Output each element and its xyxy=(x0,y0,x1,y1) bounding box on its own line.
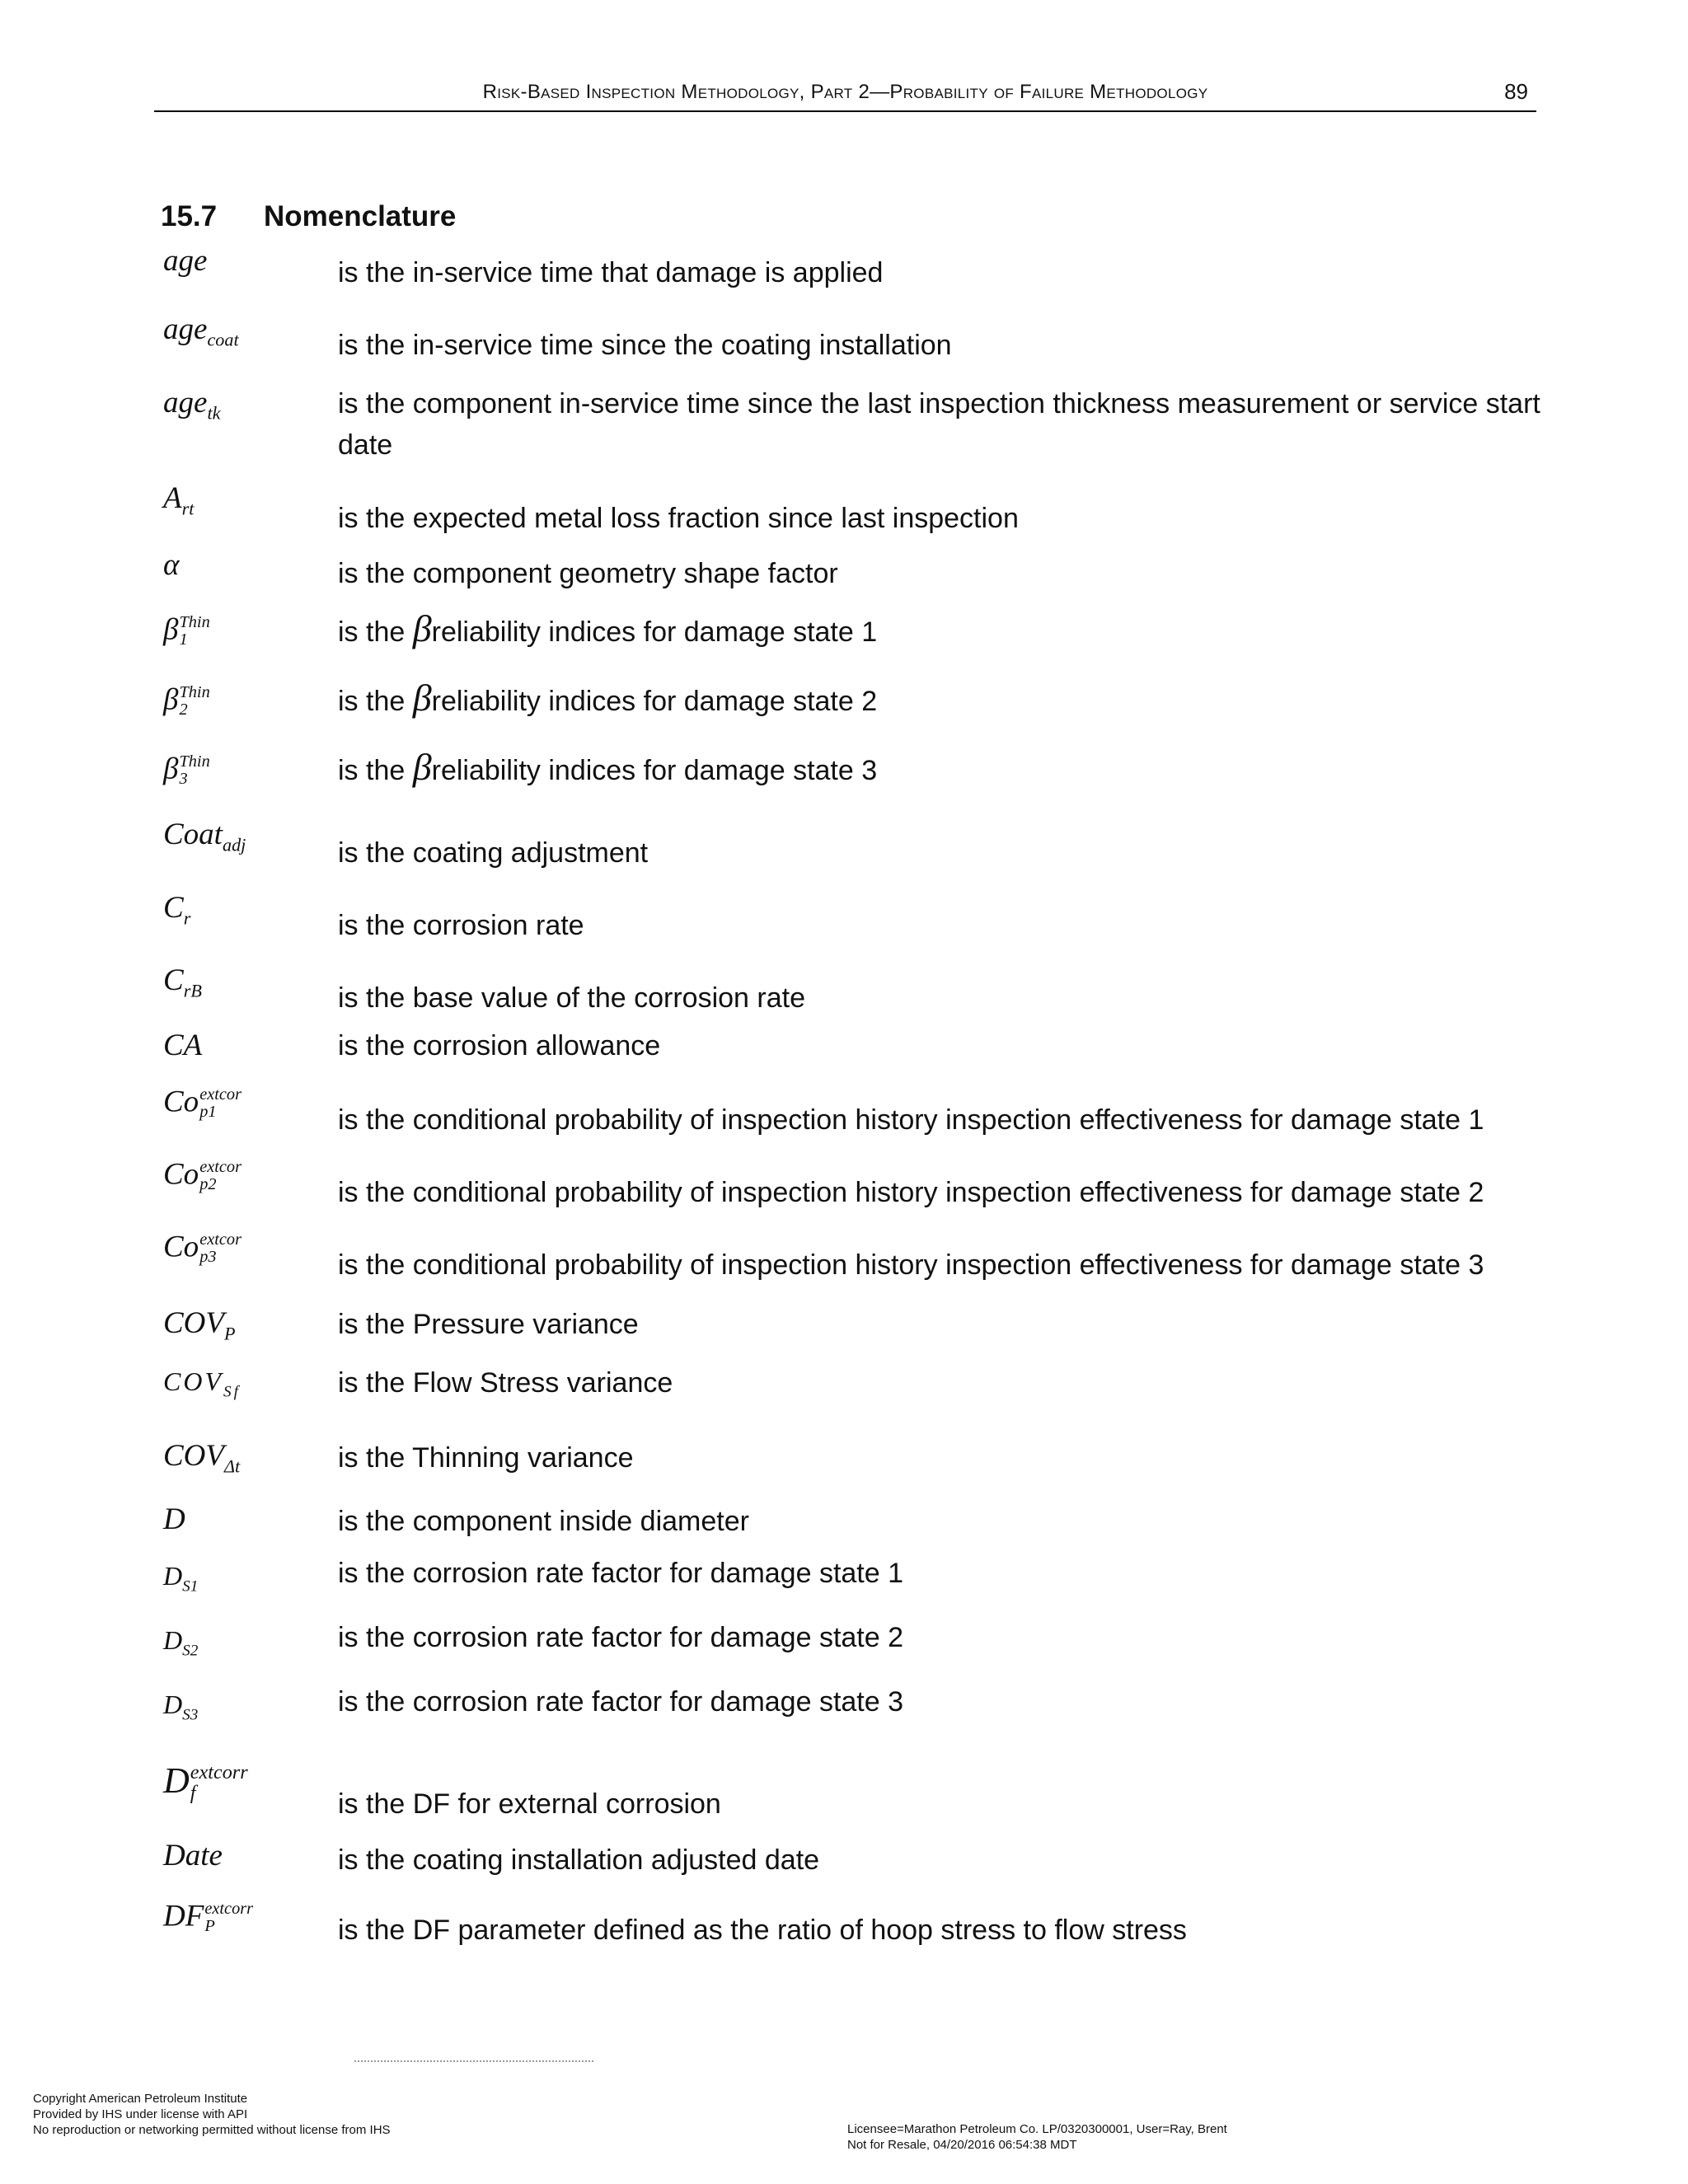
page-header xyxy=(154,77,1536,112)
footer-license xyxy=(847,2121,1227,2153)
footer-line: Provided by IHS under license with API xyxy=(33,2107,248,2121)
entry-description: is the Thinning variance xyxy=(338,1442,634,1474)
entry-description: is the DF for external corrosion xyxy=(338,1788,721,1820)
entry-symbol: $COV_{\Delta t}$ xyxy=(163,1439,241,1477)
entry-symbol: $D_{S1}$ xyxy=(163,1561,199,1596)
entry-description: is the corrosion allowance xyxy=(338,1030,661,1062)
entry-symbol: $A_{rt}$ xyxy=(163,481,195,519)
entry-description: is the in-service time that damage is applied xyxy=(338,257,884,288)
entry-description: is the corrosion rate factor for damage state 2 xyxy=(338,1622,904,1653)
footer-line: No reproduction or networking permitted without license from IHS xyxy=(33,2123,391,2137)
entry-symbol: $D_{S2}$ xyxy=(163,1625,199,1660)
entry-symbol: DF extcorr P xyxy=(163,1899,254,1936)
entry-symbol: $COV_P$ xyxy=(163,1306,236,1344)
footer-dotted-rule xyxy=(354,2060,593,2064)
entry-symbol: β Thin 3 xyxy=(163,752,210,789)
section-number: 15.7 xyxy=(161,200,218,232)
entry-symbol: age$_{tk}$ xyxy=(163,386,221,424)
entry-description: is the base value of the corrosion rate xyxy=(338,982,805,1014)
entry-description: is the component inside diameter xyxy=(338,1506,749,1537)
entry-symbol: $D_{S3}$ xyxy=(163,1690,199,1724)
entry-symbol: β Thin 1 xyxy=(163,612,210,649)
entry-description: is the conditional probability of inspection history inspection effectiveness for damage state 2 xyxy=(338,1177,1484,1208)
entry-symbol: D extcorr f xyxy=(163,1760,248,1805)
running-title: Risk-Based Inspection Methodology, Part 2—Probability of Failure Methodology xyxy=(482,81,1208,103)
entry-description: is the DF parameter defined as the ratio of hoop stress to flow stress xyxy=(338,1915,1187,1946)
entry-symbol: D xyxy=(163,1502,185,1536)
entry-symbol: Co extcor p2 xyxy=(163,1157,242,1194)
entry-symbol: Coat$_{adj}$ xyxy=(163,818,246,855)
entry-symbol: Co extcor p3 xyxy=(163,1230,242,1267)
entry-description: is the Flow Stress variance xyxy=(338,1367,673,1399)
entry-description: is the expected metal loss fraction since last inspection xyxy=(338,503,1019,534)
entry-symbol: α xyxy=(163,548,180,582)
entry-description: is the βreliability indices for damage state 2 xyxy=(338,677,878,719)
footer-copyright xyxy=(33,2091,391,2138)
footer-line: Copyright American Petroleum Institute xyxy=(33,2092,248,2106)
entry-symbol: Co extcor p1 xyxy=(163,1085,242,1122)
footer-line: Not for Resale, 04/20/2016 06:54:38 MDT xyxy=(847,2138,1077,2152)
entry-description: is the conditional probability of inspection history inspection effectiveness for damage state 3 xyxy=(338,1249,1484,1281)
entry-description: is the βreliability indices for damage state 1 xyxy=(338,607,878,649)
entry-description: is the corrosion rate factor for damage state 1 xyxy=(338,1558,904,1589)
page-number: 89 xyxy=(1504,79,1528,104)
entry-symbol: Date xyxy=(163,1839,223,1872)
section-title: Nomenclature xyxy=(264,200,457,232)
entry-description: is the corrosion rate factor for damage state 3 xyxy=(338,1686,904,1718)
entry-description: is the Pressure variance xyxy=(338,1309,639,1340)
entry-description: is the component in-service time since the last inspection thickness measurement or service start date xyxy=(338,388,1540,461)
entry-symbol: $C_r$ xyxy=(163,891,191,929)
entry-description: is the coating installation adjusted date xyxy=(338,1844,820,1876)
entry-symbol: $COV_{Sf}$ xyxy=(163,1366,241,1401)
entry-description: is the βreliability indices for damage state 3 xyxy=(338,746,878,788)
entry-symbol: age xyxy=(163,244,208,278)
entry-description: is the in-service time since the coating installation xyxy=(338,330,952,361)
entry-description: is the conditional probability of inspection history inspection effectiveness for damage state 1 xyxy=(338,1104,1484,1136)
entry-description: is the coating adjustment xyxy=(338,837,649,869)
entry-description: is the component geometry shape factor xyxy=(338,558,838,589)
entry-symbol: $C_{rB}$ xyxy=(163,963,202,1001)
footer-line: Licensee=Marathon Petroleum Co. LP/0320300001, User=Ray, Brent xyxy=(847,2122,1227,2136)
entry-symbol: β Thin 2 xyxy=(163,682,210,719)
section-heading xyxy=(161,200,456,233)
entry-symbol: age$_{coat}$ xyxy=(163,312,239,350)
entry-symbol: CA xyxy=(163,1029,203,1062)
entry-description: is the corrosion rate xyxy=(338,910,584,941)
